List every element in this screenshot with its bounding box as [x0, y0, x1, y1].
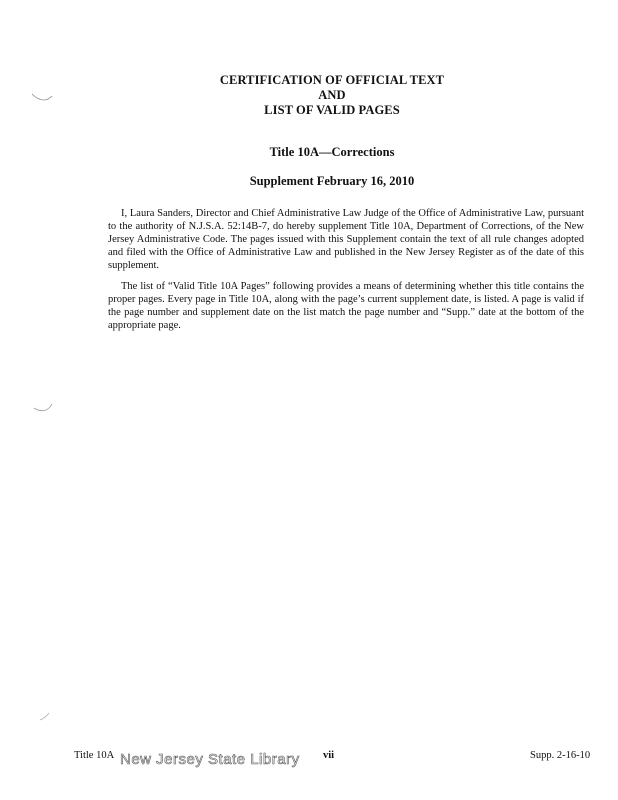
footer-title: Title 10A — [74, 750, 115, 761]
supplement-date-heading: Supplement February 16, 2010 — [249, 174, 415, 188]
certification-body — [108, 207, 584, 340]
footer-supplement-date: Supp. 2-16-10 — [530, 750, 591, 761]
heading-line-3: LIST OF VALID PAGES — [264, 103, 400, 117]
page-number: vii — [323, 750, 335, 761]
paragraph-valid-pages: The list of “Valid Title 10A Pages” following provides a means of determining whether this title contains the proper pages. Every page in Title 10A, along with the page’s current supplement date, is listed. A page is valid if the page number and supplement date on the list match the page number and “Supp.” date at the bottom of the appropriate page. — [108, 281, 584, 331]
scan-mark — [32, 400, 54, 414]
scan-mark — [30, 90, 54, 104]
scan-mark — [38, 710, 52, 722]
certification-heading — [0, 73, 618, 118]
title-heading: Title 10A—Corrections — [269, 145, 395, 159]
library-watermark: New Jersey State Library — [120, 751, 300, 768]
heading-line-2: AND — [318, 88, 346, 102]
paragraph-authority: I, Laura Sanders, Director and Chief Administrative Law Judge of the Office of Administrative Law, pursuant to the authority of N.J.S.A. 52:14B-7, do hereby supplement Title 10A, Department of Corrections, of the New Jersey Administrative Code. The pages issued with this Supplement contain the text of all rule changes adopted and filed with the Office of Administrative Law and published in the New Jersey Register as of the date of this supplement. — [108, 208, 584, 271]
heading-line-1: CERTIFICATION OF OFFICIAL TEXT — [219, 73, 445, 87]
